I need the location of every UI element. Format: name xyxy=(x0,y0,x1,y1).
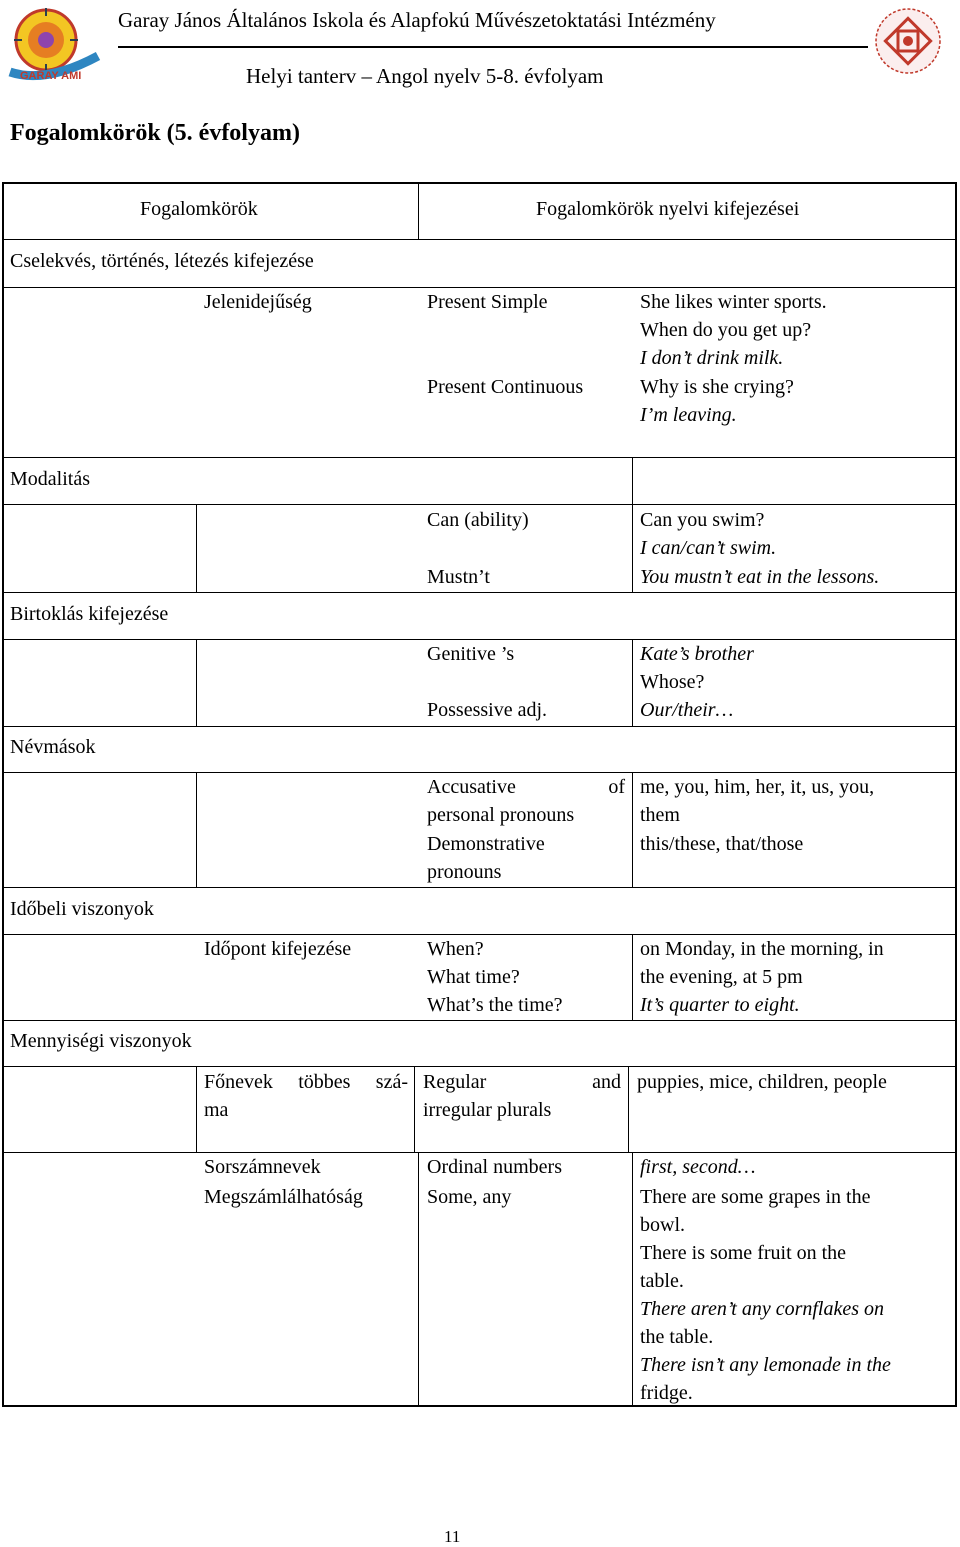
example-line: Why is she crying? xyxy=(640,376,794,398)
example-line: When do you get up? xyxy=(640,319,812,341)
example-mustnt: You mustn’t eat in the lessons. xyxy=(640,566,880,588)
examples-accusative xyxy=(640,773,874,829)
concept-jelenideju: Jelenidejűség xyxy=(204,291,312,313)
structure-line: When? xyxy=(427,938,484,960)
structure-possessive: Possessive adj. xyxy=(427,699,547,721)
table-rule xyxy=(632,772,633,887)
example-line: table. xyxy=(640,1270,684,1292)
example-line: fridge. xyxy=(640,1382,693,1404)
example-line: There isn’t any lemonade in the xyxy=(640,1354,891,1376)
structure-ordinals: Ordinal numbers xyxy=(427,1156,562,1178)
concept-time: Időpont kifejezése xyxy=(204,938,352,960)
structure-word: of xyxy=(608,776,625,798)
section-idobeli: Időbeli viszonyok xyxy=(10,898,154,920)
structure-line: personal pronouns xyxy=(427,804,575,826)
table-rule xyxy=(2,504,957,505)
table-rule xyxy=(632,639,633,726)
page-title: Fogalomkörök (5. évfolyam) xyxy=(10,120,300,146)
example-line: on Monday, in the morning, in xyxy=(640,938,884,960)
column-header-concepts: Fogalomkörök xyxy=(140,198,258,220)
example-line: There is some fruit on the xyxy=(640,1242,847,1264)
structure-line: irregular plurals xyxy=(423,1099,552,1121)
examples-present-simple xyxy=(640,288,827,372)
structure-line: Demonstrative xyxy=(427,833,545,855)
structure-line xyxy=(423,1068,621,1096)
institution-seal-icon xyxy=(868,6,948,76)
example-line: She likes winter sports. xyxy=(640,291,827,313)
example-line: It’s quarter to eight. xyxy=(640,994,800,1016)
table-rule xyxy=(414,1066,415,1152)
table-rule xyxy=(196,772,197,887)
example-line: I’m leaving. xyxy=(640,404,737,426)
page-number: 11 xyxy=(444,1527,461,1546)
table-rule xyxy=(2,1020,957,1021)
table-rule xyxy=(632,457,633,592)
example-plurals: puppies, mice, children, people xyxy=(637,1071,887,1093)
example-line: bowl. xyxy=(640,1214,685,1236)
structure-word: and xyxy=(592,1071,621,1093)
school-logo-icon xyxy=(6,6,102,82)
structure-mustnt: Mustn’t xyxy=(427,566,490,588)
section-modalitas: Modalitás xyxy=(10,468,90,490)
example-ordinals: first, second… xyxy=(640,1156,756,1178)
examples-countability xyxy=(640,1183,891,1407)
concept-word: többes xyxy=(298,1071,351,1093)
table-rule xyxy=(196,1066,197,1152)
structure-time-questions xyxy=(427,935,563,1019)
table-rule xyxy=(632,1152,633,1407)
table-rule xyxy=(628,1066,629,1152)
structure-genitive: Genitive ’s xyxy=(427,643,515,665)
structure-word: Accusative xyxy=(427,776,516,798)
example-line: Whose? xyxy=(640,671,705,693)
example-line: I can/can’t swim. xyxy=(640,537,777,559)
example-line: There are some grapes in the xyxy=(640,1186,871,1208)
concept-line: ma xyxy=(204,1099,229,1121)
concept-word: szá- xyxy=(375,1071,408,1093)
concept-countability: Megszámlálhatóság xyxy=(204,1186,363,1208)
table-rule xyxy=(196,639,197,726)
structure-present-simple: Present Simple xyxy=(427,291,548,313)
section-birtoklas: Birtoklás kifejezése xyxy=(10,603,169,625)
example-line: I don’t drink milk. xyxy=(640,347,784,369)
example-line: There aren’t any cornflakes on xyxy=(640,1298,885,1320)
example-line: Our/their… xyxy=(640,699,734,721)
example-line: Can you swim? xyxy=(640,509,765,531)
concept-plurals xyxy=(204,1068,408,1124)
concept-word: Főnevek xyxy=(204,1071,273,1093)
structure-line xyxy=(427,773,625,801)
table-rule xyxy=(632,934,633,1020)
structure-present-continuous: Present Continuous xyxy=(427,376,584,398)
column-header-expressions: Fogalomkörök nyelvi kifejezései xyxy=(536,198,800,220)
table-rule xyxy=(2,592,957,593)
section-cselekves: Cselekvés, történés, létezés kifejezése xyxy=(10,250,314,272)
structure-plurals xyxy=(423,1068,621,1124)
table-rule xyxy=(418,182,419,239)
logo-text: GARAY AMI xyxy=(20,70,82,82)
example-demonstrative: this/these, that/those xyxy=(640,833,804,855)
structure-line: What’s the time? xyxy=(427,994,563,1016)
example-line: the evening, at 5 pm xyxy=(640,966,803,988)
concept-line xyxy=(204,1068,408,1096)
table-rule xyxy=(2,457,957,458)
structure-word: Regular xyxy=(423,1071,487,1093)
curriculum-subtitle: Helyi tanterv – Angol nyelv 5-8. évfolyam xyxy=(246,64,604,88)
structure-countability: Some, any xyxy=(427,1186,512,1208)
examples-present-continuous xyxy=(640,373,794,429)
header-divider xyxy=(118,46,868,48)
example-line: them xyxy=(640,804,680,826)
section-mennyisegi: Mennyiségi viszonyok xyxy=(10,1030,192,1052)
example-line: Kate’s brother xyxy=(640,643,754,665)
concept-ordinals: Sorszámnevek xyxy=(204,1156,321,1178)
school-name: Garay János Általános Iskola és Alapfokú Művészetoktatási Intézmény xyxy=(118,8,716,32)
table-rule xyxy=(2,1066,957,1067)
section-nevmasok: Névmások xyxy=(10,736,96,758)
structure-line: pronouns xyxy=(427,861,502,883)
structure-can: Can (ability) xyxy=(427,509,529,531)
structure-demonstrative xyxy=(427,830,545,886)
examples-possession xyxy=(640,640,754,724)
table-rule xyxy=(2,726,957,727)
example-line: me, you, him, her, it, us, you, xyxy=(640,776,875,798)
examples-time xyxy=(640,935,884,1019)
table-rule xyxy=(2,887,957,888)
table-rule xyxy=(2,239,957,240)
table-rule xyxy=(418,1152,419,1407)
example-line: the table. xyxy=(640,1326,714,1348)
structure-accusative xyxy=(427,773,625,829)
structure-line: What time? xyxy=(427,966,520,988)
examples-can xyxy=(640,506,776,562)
table-rule xyxy=(196,504,197,592)
